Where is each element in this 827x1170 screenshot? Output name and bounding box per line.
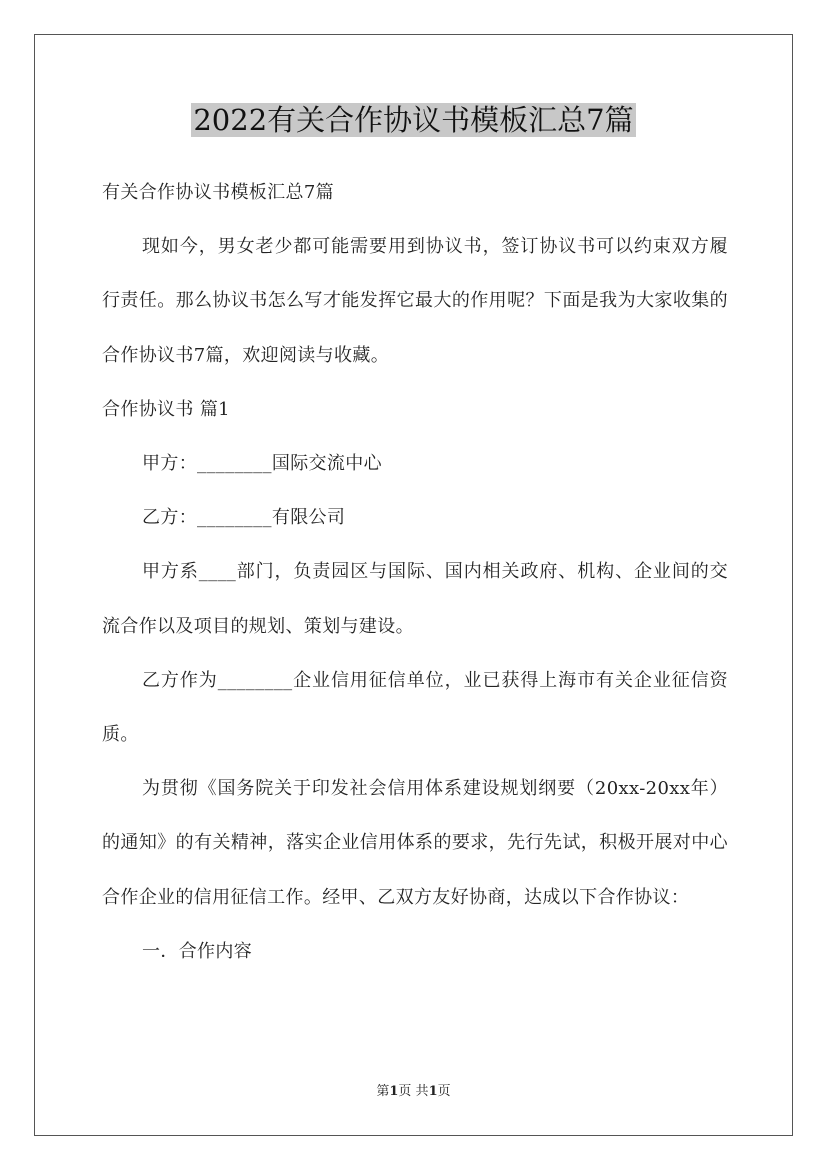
party-b-description: 乙方作为________企业信用征信单位，业已获得上海市有关企业征信资质。 <box>102 669 728 746</box>
party-b-line: 乙方：________有限公司 <box>142 507 346 529</box>
document-title-text: 2022有关合作协议书模板汇总7篇 <box>193 103 634 137</box>
document-title <box>0 100 827 140</box>
footer-page-number: 1 <box>389 1084 399 1099</box>
clause-heading-cooperation-content: 一．合作内容 <box>142 940 253 962</box>
purpose-paragraph: 为贯彻《国务院关于印发社会信用体系建设规划纲要（20xx-20xx年）的通知》的有关精神，落实企业信用体系的要求，先行先试，积极开展对中心合作企业的信用征信工作。经甲、乙双方友好协商，达成以下合作协议： <box>102 778 728 908</box>
footer-page-prefix: 第 <box>376 1084 390 1099</box>
subtitle-paragraph: 有关合作协议书模板汇总7篇 <box>102 182 335 203</box>
page-footer <box>0 1083 827 1101</box>
party-a-line: 甲方：________国际交流中心 <box>142 453 382 475</box>
footer-page-total: 1 <box>428 1084 438 1099</box>
document-body <box>102 166 728 979</box>
party-a-description: 甲方系____部门，负责园区与国际、国内相关政府、机构、企业间的交流合作以及项目的规划、策划与建设。 <box>102 561 728 637</box>
footer-page-mid: 页 共 <box>398 1084 429 1099</box>
footer-page-suffix: 页 <box>437 1084 451 1099</box>
intro-paragraph: 现如今，男女老少都可能需要用到协议书，签订协议书可以约束双方履行责任。那么协议书怎么写才能发挥它最大的作用呢？下面是我为大家收集的合作协议书7篇，欢迎阅读与收藏。 <box>102 236 728 366</box>
section-heading: 合作协议书 篇1 <box>102 398 230 420</box>
